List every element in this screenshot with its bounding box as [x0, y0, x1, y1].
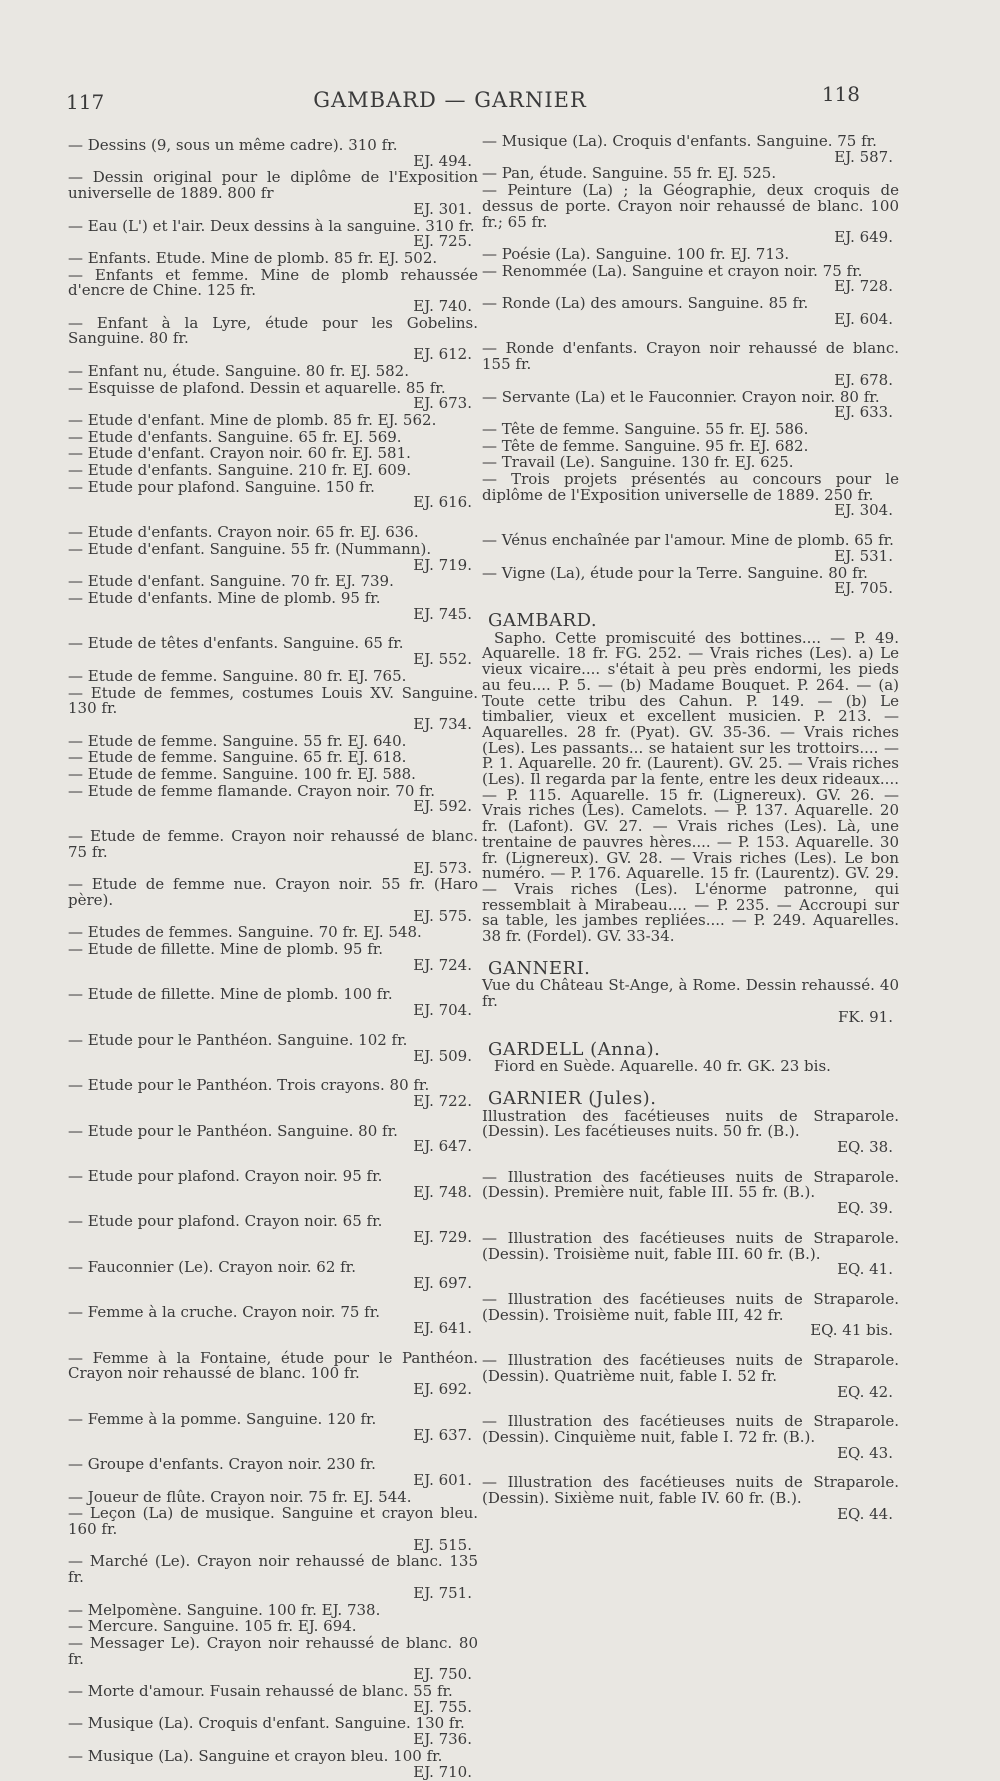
- entry-reference: EQ. 39.: [837, 1199, 893, 1218]
- entry-reference: EJ. 304.: [834, 501, 893, 520]
- catalogue-entry: [68, 378, 478, 413]
- catalogue-entry: [68, 942, 478, 973]
- entry-text: — Musique (La). Sanguine et crayon bleu. 100 fr.: [68, 1746, 443, 1765]
- entry-text: — Etude d'enfant. Sanguine. 55 fr. (Nummann).: [68, 539, 432, 558]
- catalogue-entry: [68, 731, 478, 750]
- entry-reference: EJ. 616.: [413, 493, 472, 512]
- catalogue-entry: [482, 387, 899, 422]
- catalogue-entry: [68, 1554, 478, 1601]
- artist-heading-gambard: GAMBARD.: [488, 609, 598, 631]
- entry-reference: EJ. 740.: [413, 297, 472, 316]
- entry-reference: EJ. 697.: [413, 1273, 472, 1292]
- catalogue-entry: [482, 1353, 899, 1400]
- entry-reference: EJ. 736.: [413, 1730, 472, 1749]
- catalogue-entry: [68, 1257, 478, 1292]
- entry-text: — Enfants. Etude. Mine de plomb. 85 fr. EJ. 502.: [68, 248, 438, 267]
- catalogue-entry: [68, 1457, 478, 1488]
- catalogue-entry: [68, 265, 478, 316]
- entry-reference: EJ. 724.: [413, 955, 472, 974]
- right-column-entries: [482, 134, 899, 597]
- entry-text: — Servante (La) et le Fauconnier. Crayon noir. 80 fr.: [482, 387, 880, 406]
- catalogue-entry: [68, 1746, 478, 1781]
- running-head: GAMBARD — GARNIER: [313, 88, 587, 112]
- catalogue-entry: [68, 1506, 478, 1553]
- entry-text: — Illustration des facétieuses nuits de Straparole. (Dessin). Quatrième nuit, fable I. 52 fr.: [482, 1351, 899, 1385]
- entry-text: — Etude de femme. Sanguine. 55 fr. EJ. 640.: [68, 731, 407, 750]
- catalogue-entry: [482, 1414, 899, 1461]
- entry-reference: EJ. 751.: [413, 1583, 472, 1602]
- gardell-entry: Fiord en Suède. Aquarelle. 40 fr. GK. 23 bis.: [494, 1057, 831, 1076]
- entry-reference: EJ. 678.: [834, 370, 893, 389]
- entry-text: Illustration des facétieuses nuits de Straparole. (Dessin). Les facétieuses nuits. 50 fr. (B.).: [482, 1106, 899, 1141]
- entry-text: — Etude pour plafond. Crayon noir. 95 fr.: [68, 1167, 383, 1186]
- catalogue-entry: [482, 261, 899, 296]
- entry-reference: EJ. 755.: [413, 1697, 472, 1716]
- entry-reference: EJ. 587.: [834, 147, 893, 166]
- entry-reference: EJ. 710.: [413, 1762, 472, 1781]
- entry-text: — Renommée (La). Sanguine et crayon noir. 75 fr.: [482, 261, 863, 280]
- catalogue-entry: [68, 427, 478, 446]
- entry-text: — Messager Le). Crayon noir rehaussé de blanc. 80 fr.: [68, 1633, 478, 1668]
- entry-text: — Etude de femme. Crayon noir rehaussé de blanc. 75 fr.: [68, 827, 478, 861]
- entry-text: — Etude d'enfant. Crayon noir. 60 fr. EJ. 581.: [68, 444, 411, 463]
- entry-text: — Pan, étude. Sanguine. 55 fr. EJ. 525.: [482, 164, 777, 183]
- entry-text: — Femme à la cruche. Crayon noir. 75 fr.: [68, 1303, 381, 1322]
- catalogue-entry: [68, 216, 478, 251]
- entry-reference: EJ. 748.: [413, 1182, 472, 1201]
- entry-reference: FK. 91.: [837, 1007, 893, 1026]
- catalogue-entry: [68, 588, 478, 623]
- entry-text: — Marché (Le). Crayon noir rehaussé de blanc. 135 fr.: [68, 1552, 478, 1587]
- entry-text: — Etude d'enfants. Sanguine. 65 fr. EJ. 569.: [68, 427, 402, 446]
- entry-reference: EJ. 637.: [413, 1425, 472, 1444]
- entry-text: — Etude pour le Panthéon. Sanguine. 102 fr.: [68, 1030, 408, 1049]
- catalogue-entry: [68, 248, 478, 267]
- entry-reference: EQ. 38.: [837, 1138, 893, 1157]
- catalogue-entry: [68, 1619, 478, 1635]
- entry-text: — Etude de femme. Sanguine. 80 fr. EJ. 765.: [68, 666, 407, 685]
- entry-text: — Etude pour plafond. Crayon noir. 65 fr.: [68, 1212, 383, 1231]
- entry-reference: EJ. 673.: [413, 394, 472, 413]
- catalogue-entry: [482, 134, 899, 165]
- entry-reference: EJ. 722.: [413, 1091, 472, 1110]
- catalogue-entry: [68, 525, 478, 541]
- entry-text: — Vénus enchaînée par l'amour. Mine de plomb. 65 fr.: [482, 531, 894, 550]
- entry-text: — Illustration des facétieuses nuits de Straparole. (Dessin). Première nuit, fable III. 55 fr. (B.).: [482, 1167, 899, 1202]
- entry-reference: EJ. 494.: [413, 151, 472, 170]
- catalogue-entry: [482, 183, 899, 246]
- catalogue-entry: [68, 361, 478, 380]
- catalogue-entry: [68, 1716, 478, 1747]
- catalogue-entry: [482, 244, 899, 263]
- entry-reference: EJ. 509.: [413, 1046, 472, 1065]
- catalogue-entry: [68, 750, 478, 766]
- catalogue-entry: [482, 455, 899, 471]
- entry-text: — Etude pour le Panthéon. Trois crayons. 80 fr.: [68, 1076, 430, 1095]
- entry-text: — Peinture (La) ; la Géographie, deux croquis de dessus de porte. Crayon noir rehaussé de blanc. 100 fr.; 65 fr.: [482, 181, 899, 231]
- left-column: [68, 138, 478, 1781]
- entry-text: — Etude d'enfant. Mine de plomb. 85 fr. EJ. 562.: [68, 410, 437, 429]
- entry-text: — Ronde d'enfants. Crayon noir rehaussé de blanc. 155 fr.: [482, 339, 899, 374]
- entry-reference: EJ. 725.: [413, 232, 472, 251]
- entry-reference: EQ. 42.: [837, 1382, 893, 1401]
- entry-reference: EJ. 745.: [413, 604, 472, 623]
- catalogue-entry: [482, 166, 899, 182]
- gambard-entry: Sapho. Cette promiscuité des bottines.... — P. 49. Aquarelle. 18 fr. FG. 252. — Vrais riches (Les). a) Le vieux vicaire.... s'était à peu près endormi, les pieds au feu.... P. 5. — (b) Madame Bouquet. P. 264. — (a) Toute cette tribu des Cahun. P. 149. — (b) Le timbalier, vieux et excellent musicien. P. 213. — Aquarelles. 28 fr. (Pyat). GV. 35-36. — Vrais riches (Les). Les passants... se hataient sur les trottoirs.... — P. 1. Aquarelle. 20 fr. (Laurent). GV. 25. — Vrais riches (Les). Il regarda par la fente, entre les deux rideaux.... — P. 115. Aquarelle. 15 fr. (Lignereux). GV. 26. — Vrais riches (Les). Camelots. — P. 137. Aquarelle. 20 fr. (Lafont). GV. 27. — Vrais riches (Les). Là, une trentaine de pauvres hères.... — P. 153. Aquarelle. 30 fr. (Lignereux). GV. 28. — Vrais riches (Les). Le bon numéro. — P. 176. Aquarelle. 15 fr. (Laurentz). GV. 29. — Vrais riches (Les). L'énorme patronne, qui ressemblait à Mirabeau.... — P. 235. — Accroupi sur sa table, les jambes repliées.... — P. 249. Aquarelles. 38 fr. (Fordel). GV. 33-34.: [482, 628, 899, 946]
- catalogue-entry: [68, 313, 478, 364]
- entry-text: — Vigne (La), étude pour la Terre. Sanguine. 80 fr.: [482, 563, 868, 582]
- catalogue-entry: [68, 1348, 478, 1399]
- catalogue-entry: [68, 1169, 478, 1200]
- entry-reference: EJ. 641.: [413, 1319, 472, 1337]
- entry-text: — Esquisse de plafond. Dessin et aquarelle. 85 fr.: [68, 378, 446, 397]
- entry-reference: EJ. 531.: [834, 546, 893, 565]
- entry-reference: EJ. 734.: [413, 714, 472, 733]
- entry-reference: EJ. 729.: [413, 1228, 472, 1247]
- catalogue-entry: [68, 767, 478, 783]
- entry-text: — Etude de femmes, costumes Louis XV. Sanguine. 130 fr.: [68, 683, 478, 718]
- entry-text: — Leçon (La) de musique. Sanguine et crayon bleu. 160 fr.: [68, 1504, 478, 1539]
- entry-reference: EJ. 704.: [413, 1001, 472, 1020]
- entry-text: — Femme à la Fontaine, étude pour le Panthéon. Crayon noir rehaussé de blanc. 100 fr.: [68, 1348, 478, 1383]
- entry-text: — Musique (La). Croquis d'enfant. Sanguine. 130 fr.: [68, 1714, 465, 1733]
- entry-text: — Etude d'enfants. Mine de plomb. 95 fr.: [68, 588, 381, 607]
- entry-reference: EJ. 604.: [834, 309, 893, 328]
- entry-reference: EJ. 705.: [834, 579, 893, 598]
- entry-text: — Enfant nu, étude. Sanguine. 80 fr. EJ. 582.: [68, 361, 409, 380]
- entry-text: — Etude pour le Panthéon. Sanguine. 80 fr.: [68, 1121, 398, 1140]
- entry-text: — Eau (L') et l'air. Deux dessins à la sanguine. 310 fr.: [68, 216, 475, 235]
- entry-text: — Etude pour plafond. Sanguine. 150 fr.: [68, 477, 375, 496]
- catalogue-entry: [482, 296, 899, 327]
- catalogue-entry: [68, 683, 478, 733]
- entry-reference: EJ. 301.: [413, 199, 472, 218]
- entry-text: — Morte d'amour. Fusain rehaussé de blanc. 55 fr.: [68, 1682, 453, 1701]
- catalogue-entry: [68, 829, 478, 876]
- entry-text: — Poésie (La). Sanguine. 100 fr. EJ. 713.: [482, 244, 790, 263]
- entry-reference: EJ. 633.: [834, 403, 893, 422]
- catalogue-entry: [68, 1030, 478, 1065]
- catalogue-entry: [68, 877, 478, 924]
- entry-text: — Dessin original pour le diplôme de l'Exposition universelle de 1889. 800 fr: [68, 168, 478, 203]
- entry-reference: EJ. 573.: [413, 858, 472, 877]
- catalogue-entry: [482, 1475, 899, 1522]
- entry-reference: EJ. 728.: [834, 277, 893, 296]
- catalogue-entry: [482, 436, 899, 455]
- catalogue-entry: [68, 477, 478, 512]
- entry-reference: EJ. 552.: [413, 650, 472, 669]
- entry-reference: EJ. 750.: [413, 1665, 472, 1684]
- page-header: [60, 82, 860, 118]
- catalogue-entry: [68, 1409, 478, 1444]
- catalogue-entry: [482, 1292, 899, 1339]
- entry-text: — Dessins (9, sous un même cadre). 310 fr.: [68, 136, 398, 154]
- catalogue-entry: [68, 781, 478, 816]
- ganneri-entry: [482, 978, 899, 1025]
- entry-text: — Tête de femme. Sanguine. 55 fr. EJ. 586.: [482, 419, 809, 438]
- catalogue-entry: [68, 170, 478, 217]
- catalogue-entry: [482, 472, 899, 519]
- entry-reference: EJ. 649.: [834, 228, 893, 247]
- entry-reference: EJ. 612.: [413, 345, 472, 364]
- entry-text: — Fauconnier (Le). Crayon noir. 62 fr.: [68, 1257, 356, 1276]
- catalogue-entry: [68, 987, 478, 1018]
- catalogue-entry: [482, 341, 899, 388]
- entry-text: — Melpomène. Sanguine. 100 fr. EJ. 738.: [68, 1600, 381, 1619]
- catalogue-entry: [68, 1305, 478, 1336]
- catalogue-entry: [68, 1600, 478, 1619]
- catalogue-entry: [68, 1214, 478, 1245]
- entry-text: — Etude d'enfants. Crayon noir. 65 fr. EJ. 636.: [68, 523, 419, 542]
- catalogue-entry: [68, 1684, 478, 1715]
- catalogue-entry: [68, 574, 478, 590]
- entry-text: Vue du Château St-Ange, à Rome. Dessin rehaussé. 40 fr.: [482, 976, 899, 1011]
- catalogue-entry: [68, 410, 478, 429]
- entry-reference: EQ. 41.: [837, 1260, 893, 1279]
- entry-reference: EQ. 44.: [837, 1504, 893, 1523]
- entry-text: — Etude de fillette. Mine de plomb. 95 fr.: [68, 940, 384, 959]
- catalogue-entry: [482, 419, 899, 438]
- catalogue-entry: [68, 636, 478, 667]
- catalogue-entry: [482, 1167, 899, 1218]
- entry-text: — Etude de têtes d'enfants. Sanguine. 65 fr.: [68, 634, 404, 653]
- page-number-right: 118: [821, 82, 860, 106]
- entry-text: — Etude de femme. Sanguine. 100 fr. EJ. 588.: [68, 765, 416, 784]
- entry-text: — Tête de femme. Sanguine. 95 fr. EJ. 682.: [482, 436, 809, 455]
- entry-reference: EJ. 515.: [413, 1535, 472, 1554]
- entry-reference: EJ. 575.: [413, 906, 472, 925]
- catalogue-entry: [68, 446, 478, 462]
- entry-text: — Etude de femme flamande. Crayon noir. 70 fr.: [68, 781, 435, 800]
- artist-heading-ganneri: GANNERI.: [488, 957, 591, 979]
- right-column: [482, 134, 899, 1523]
- catalogue-entry: [68, 138, 478, 169]
- catalogue-entry: [68, 666, 478, 685]
- catalogue-entry: [482, 1228, 899, 1279]
- catalogue-entry: [68, 463, 478, 479]
- entry-text: — Etude de fillette. Mine de plomb. 100 fr.: [68, 985, 393, 1004]
- page-number-left: 117: [66, 90, 105, 114]
- entry-text: — Trois projets présentés au concours pour le diplôme de l'Exposition universelle de 1889. 250 fr.: [482, 470, 899, 504]
- entry-text: — Etudes de femmes. Sanguine. 70 fr. EJ. 548.: [68, 923, 422, 942]
- entry-text: — Groupe d'enfants. Crayon noir. 230 fr.: [68, 1455, 376, 1474]
- catalogue-entry: [68, 1487, 478, 1506]
- entry-text: — Etude de femme nue. Crayon noir. 55 fr. (Haro père).: [68, 875, 478, 909]
- entry-text: — Illustration des facétieuses nuits de Straparole. (Dessin). Cinquième nuit, fable I. 72 fr. (B.).: [482, 1412, 899, 1446]
- catalogue-entry: [68, 1121, 478, 1156]
- catalogue-entry: [68, 539, 478, 574]
- entry-reference: EJ. 647.: [413, 1137, 472, 1156]
- catalogue-entry: [68, 925, 478, 941]
- entry-text: — Etude d'enfant. Sanguine. 70 fr. EJ. 739.: [68, 572, 394, 591]
- catalogue-entry: [482, 563, 899, 598]
- entry-reference: EQ. 43.: [837, 1443, 893, 1462]
- entry-text: — Ronde (La) des amours. Sanguine. 85 fr.: [482, 294, 809, 313]
- entry-text: — Femme à la pomme. Sanguine. 120 fr.: [68, 1409, 377, 1428]
- catalogue-entry: [68, 1633, 478, 1684]
- garnier-entries: [482, 1106, 899, 1523]
- entry-reference: EJ. 592.: [413, 797, 472, 816]
- entry-text: — Illustration des facétieuses nuits de Straparole. (Dessin). Sixième nuit, fable IV. 60 fr. (B.).: [482, 1473, 899, 1508]
- entry-text: — Etude d'enfants. Sanguine. 210 fr. EJ. 609.: [68, 461, 412, 480]
- catalogue-entry: [482, 1106, 899, 1157]
- entry-text: — Musique (La). Croquis d'enfants. Sanguine. 75 fr.: [482, 132, 877, 150]
- catalogue-entry: [68, 1078, 478, 1109]
- artist-heading-gardell: GARDELL (Anna).: [488, 1038, 661, 1060]
- entry-text: — Mercure. Sanguine. 105 fr. EJ. 694.: [68, 1617, 357, 1636]
- entry-reference: EJ. 719.: [413, 555, 472, 574]
- artist-heading-garnier: GARNIER (Jules).: [488, 1087, 657, 1109]
- catalogue-entry: [482, 533, 899, 564]
- entry-text: — Travail (Le). Sanguine. 130 fr. EJ. 625.: [482, 453, 794, 472]
- entry-text: — Joueur de flûte. Crayon noir. 75 fr. EJ. 544.: [68, 1487, 412, 1506]
- entry-reference: EJ. 692.: [413, 1380, 472, 1399]
- entry-text: — Etude de femme. Sanguine. 65 fr. EJ. 618.: [68, 748, 407, 767]
- entry-reference: EQ. 41 bis.: [810, 1321, 893, 1340]
- entry-text: — Illustration des facétieuses nuits de Straparole. (Dessin). Troisième nuit, fable III, 42 fr.: [482, 1290, 899, 1324]
- entry-text: — Enfants et femme. Mine de plomb rehaussée d'encre de Chine. 125 fr.: [68, 265, 478, 300]
- entry-reference: EJ. 601.: [413, 1470, 472, 1489]
- entry-text: — Enfant à la Lyre, étude pour les Gobelins. Sanguine. 80 fr.: [68, 313, 478, 348]
- entry-text: — Illustration des facétieuses nuits de Straparole. (Dessin). Troisième nuit, fable III. 60 fr. (B.).: [482, 1228, 899, 1263]
